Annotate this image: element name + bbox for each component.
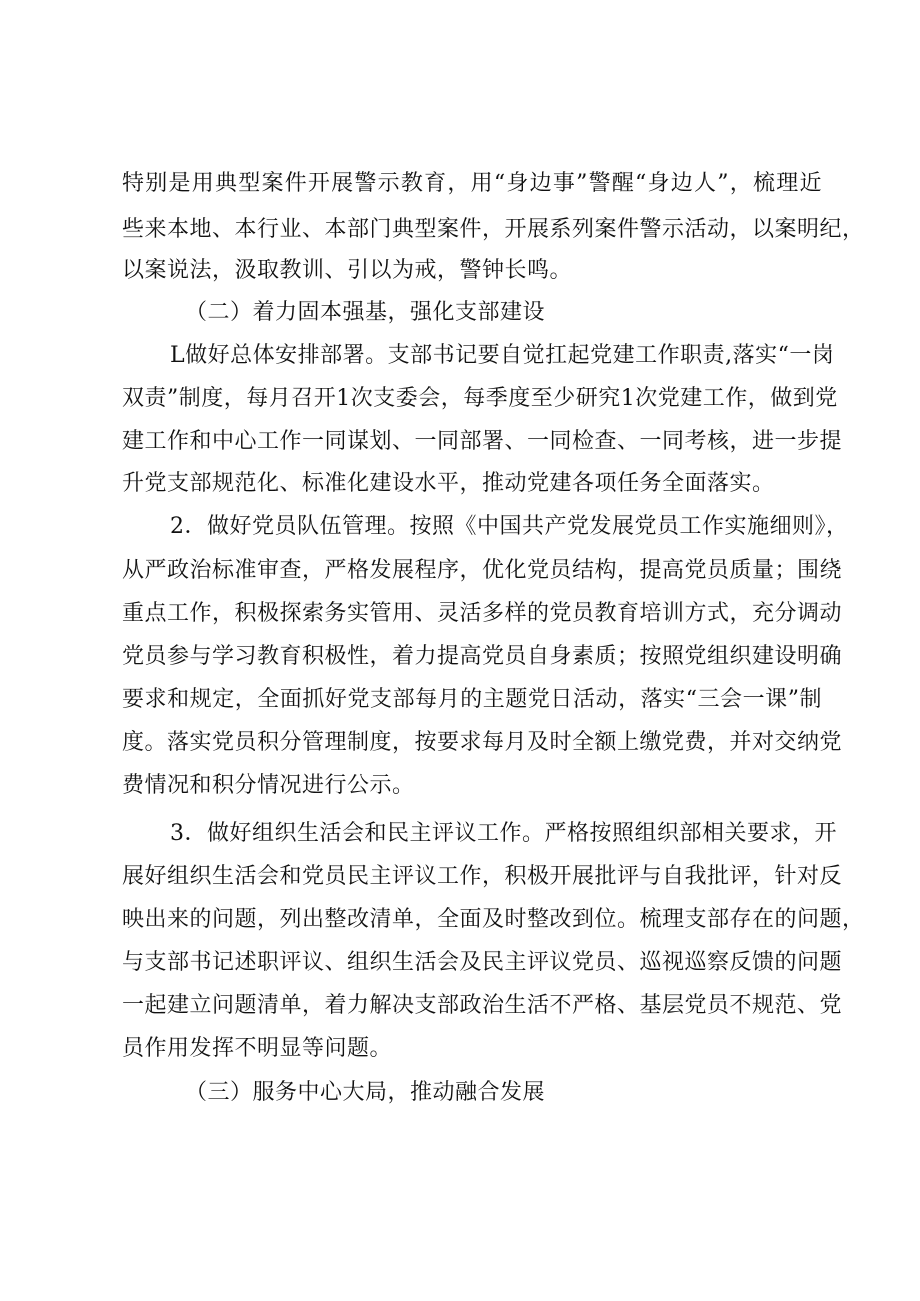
body-text-line: 建工作和中心工作一同谋划、一同部署、一同检查、一同考核，进一步提 (122, 429, 843, 454)
body-text-line: 升党支部规范化、标准化建设水平，推动党建各项任务全面落实。 (122, 471, 775, 496)
body-text-line: 些来本地、本行业、本部门典型案件，开展系列案件警示活动，以案明纪， (122, 217, 865, 242)
body-text-line: 与支部书记述职评议、组织生活会及民主评议党员、巡视巡察反馈的问题 (122, 950, 843, 975)
section-heading: （三）服务中心大局，推动融合发展 (185, 1080, 546, 1105)
body-text-line: 费情况和积分情况进行公示。 (122, 773, 415, 798)
body-text-line: 从严政治标准审查，严格发展程序，优化党员结构，提高党员质量；围绕 (122, 558, 843, 583)
body-text-line: 双责”制度，每月召开1次支委会，每季度至少研究1次党建工作，做到党 (122, 386, 838, 411)
body-text-line: 展好组织生活会和党员民主评议工作，积极开展批评与自我批评，针对反 (122, 864, 843, 889)
body-text-line: 以案说法，汲取教训、引以为戒，警钟长鸣。 (122, 258, 573, 283)
body-text-line: 一起建立问题清单，着力解决支部政治生活不严格、基层党员不规范、党 (122, 993, 843, 1018)
body-text-line: 映出来的问题，列出整改清单，全面及时整改到位。梳理支部存在的问题， (122, 907, 865, 932)
body-text-line: 重点工作，积极探索务实管用、灵活多样的党员教育培训方式，充分调动 (122, 601, 843, 626)
body-text-line: 要求和规定，全面抓好党支部每月的主题党日活动，落实“三会一课”制 (122, 687, 822, 712)
body-text-line: 度。落实党员积分管理制度，按要求每月及时全额上缴党费，并对交纳党 (122, 730, 843, 755)
body-text-line: 党员参与学习教育积极性，着力提高党员自身素质；按照党组织建设明确 (122, 644, 843, 669)
section-heading: （二）着力固本强基，强化支部建设 (185, 300, 546, 325)
paragraph-first-line: 2．做好党员队伍管理。按照《中国共产党发展党员工作实施细则》， (170, 514, 849, 539)
body-text-line: 特别是用典型案件开展警示教育，用“身边事”警醒“身边人”，梳理近 (122, 171, 822, 196)
body-text-line: 员作用发挥不明显等问题。 (122, 1036, 393, 1061)
paragraph-first-line: 3．做好组织生活会和民主评议工作。严格按照组织部相关要求，开 (170, 821, 837, 846)
paragraph-first-line: L做好总体安排部署。支部书记要自觉扛起党建工作职责,落实“一岗 (170, 343, 835, 368)
